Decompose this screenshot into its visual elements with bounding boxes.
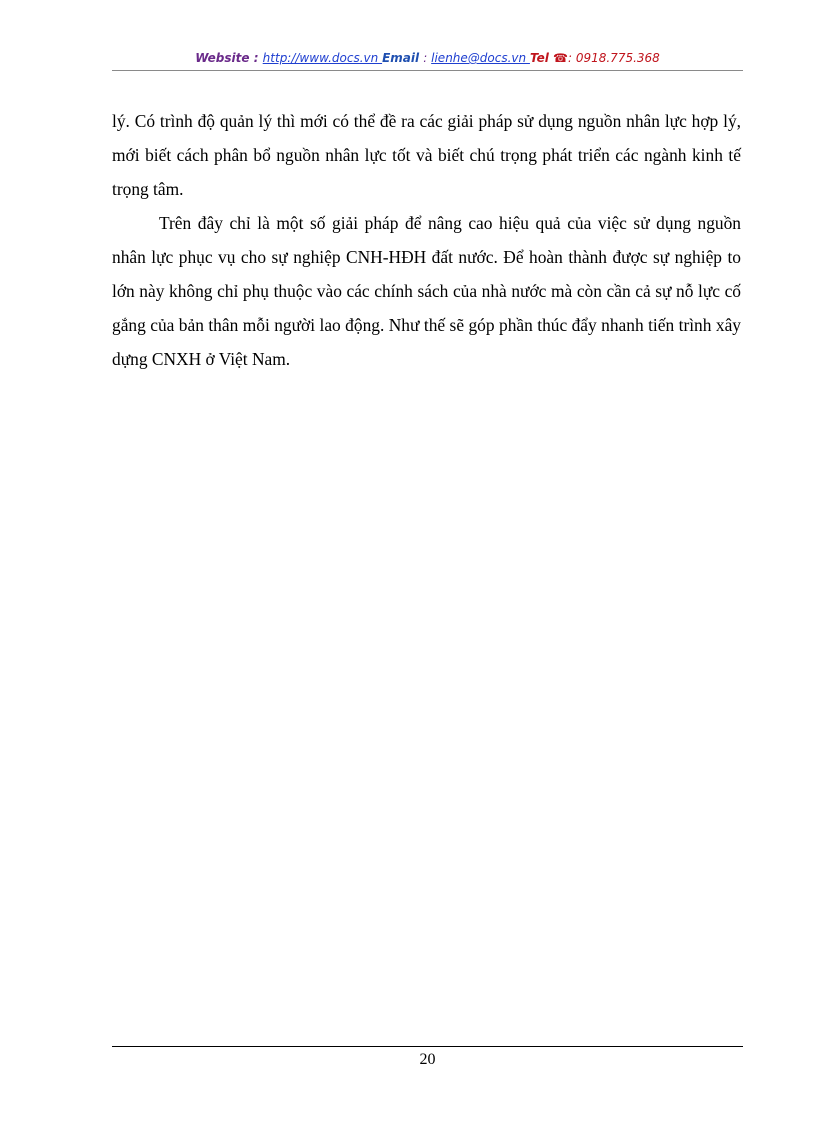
page-header bbox=[112, 50, 743, 66]
website-link[interactable]: http://www.docs.vn bbox=[262, 51, 383, 65]
website-label: Website : bbox=[195, 51, 263, 65]
header-divider bbox=[112, 70, 743, 71]
phone-icon: ☎ bbox=[553, 51, 568, 65]
page-number: 20 bbox=[419, 1051, 436, 1068]
tel-number: : 0918.775.368 bbox=[567, 51, 660, 65]
footer-divider bbox=[112, 1046, 743, 1047]
document-body bbox=[112, 104, 741, 376]
paragraph-2: Trên đây chỉ là một số giải pháp để nâng cao hiệu quả của việc sử dụng nguồn nhân lực phục vụ cho sự nghiệp CNH-HĐH đất nước. Để hoàn thành được sự nghiệp to lớn này không chỉ phụ thuộc vào các chính sách của nhà nước mà còn cần cả sự nỗ lực cố gắng của bản thân mỗi người lao động. Như thế sẽ góp phần thúc đẩy nhanh tiến trình xây dựng CNXH ở Việt Nam. bbox=[112, 213, 741, 369]
email-label: Email bbox=[382, 51, 424, 65]
tel-label: Tel bbox=[529, 51, 554, 65]
email-separator: : bbox=[423, 51, 432, 65]
paragraph-1: lý. Có trình độ quản lý thì mới có thể đề ra các giải pháp sử dụng nguồn nhân lực hợp lý, mới biết cách phân bổ nguồn nhân lực tốt và biết chú trọng phát triển các ngành kinh tế trọng tâm. bbox=[112, 111, 741, 199]
email-link[interactable]: lienhe@docs.vn bbox=[431, 51, 530, 65]
